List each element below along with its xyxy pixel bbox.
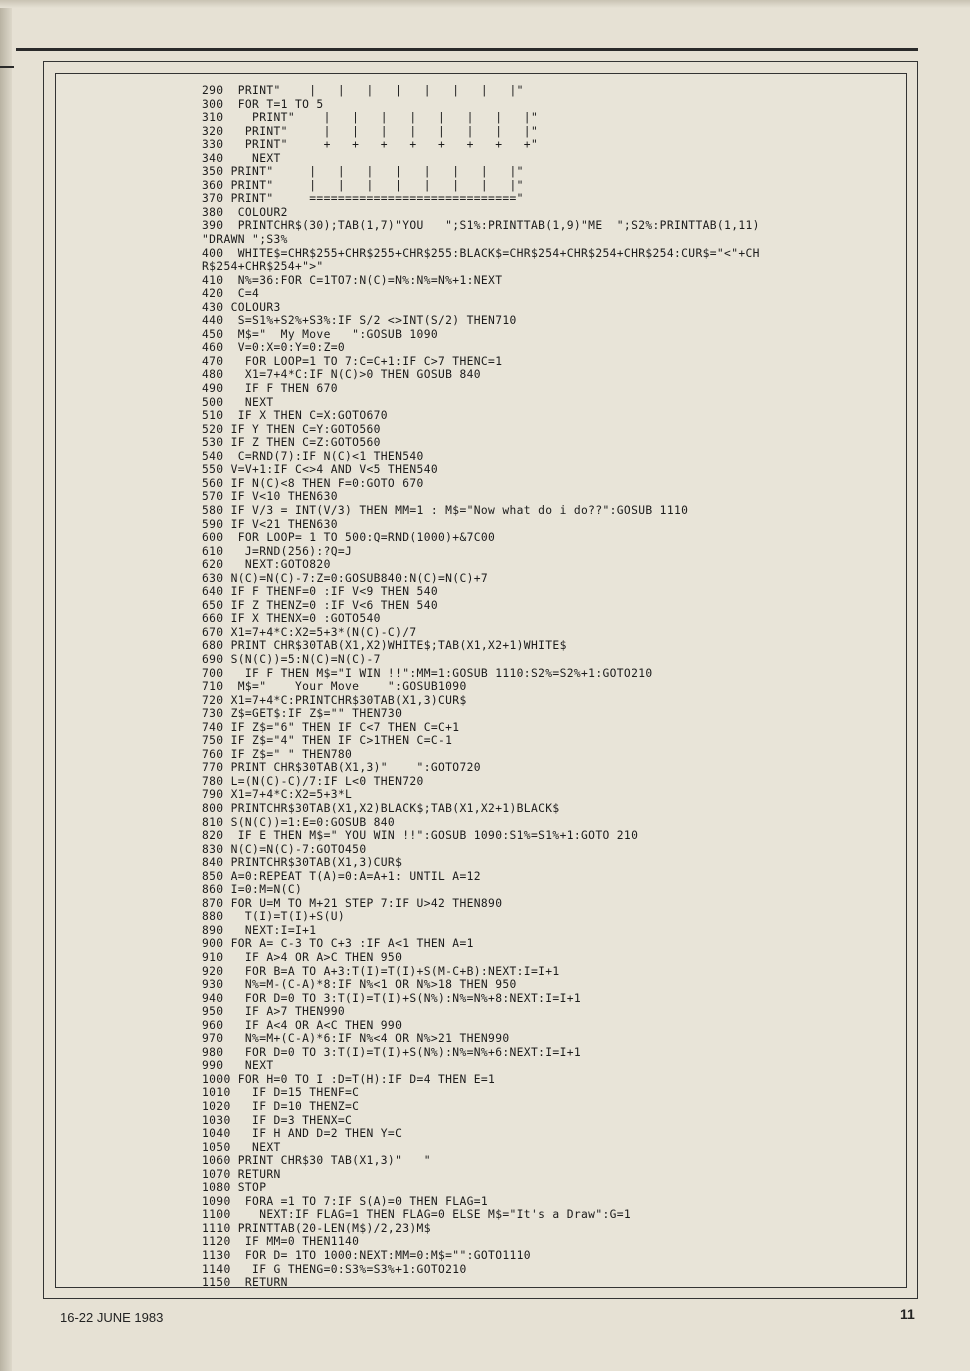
code-line: 860 I=0:M=N(C): [202, 883, 303, 897]
code-line: 600 FOR LOOP= 1 TO 500:Q=RND(1000)+&7C00: [202, 531, 496, 545]
code-line: 720 X1=7+4*C:PRINTCHR$30TAB(X1,3)CUR$: [202, 693, 467, 707]
code-line: 380 COLOUR2: [202, 205, 288, 219]
code-line: 970 N%=M+(C-A)*6:IF N%<4 OR N%>21 THEN990: [202, 1032, 510, 1046]
code-line: 1050 NEXT: [202, 1140, 281, 1154]
code-line: 820 IF E THEN M$=" YOU WIN !!":GOSUB 1090:S1%=S1%+1:GOTO 210: [202, 829, 639, 843]
code-line: 570 IF V<10 THEN630: [202, 490, 338, 504]
code-line: 360 PRINT" | | | | | | | |": [202, 178, 524, 192]
code-line: 660 IF X THENX=0 :GOTO540: [202, 612, 381, 626]
code-line: 1000 FOR H=0 TO I :D=T(H):IF D=4 THEN E=1: [202, 1072, 496, 1086]
code-line: 1140 IF G THENG=0:S3%=S3%+1:GOTO210: [202, 1262, 467, 1276]
page-number: 11: [900, 1306, 915, 1322]
code-line: 590 IF V<21 THEN630: [202, 517, 338, 531]
code-line: 940 FOR D=0 TO 3:T(I)=T(I)+S(N%):N%=N%+8:NEXT:I=I+1: [202, 991, 582, 1005]
code-line: 1100 NEXT:IF FLAG=1 THEN FLAG=0 ELSE M$="It's a Draw":G=1: [202, 1208, 632, 1222]
code-line: 480 X1=7+4*C:IF N(C)>0 THEN GOSUB 840: [202, 368, 481, 382]
code-line: 810 S(N(C))=1:E=0:GOSUB 840: [202, 815, 396, 829]
code-line: 490 IF F THEN 670: [202, 382, 338, 396]
code-line: 730 Z$=GET$:IF Z$="" THEN730: [202, 707, 403, 721]
code-line: 920 FOR B=A TO A+3:T(I)=T(I)+S(M-C+B):NEXT:I=I+1: [202, 964, 560, 978]
code-line: 1040 IF H AND D=2 THEN Y=C: [202, 1127, 403, 1141]
code-line: 530 IF Z THEN C=Z:GOTO560: [202, 436, 381, 450]
code-line: 750 IF Z$="4" THEN IF C>1THEN C=C-1: [202, 734, 453, 748]
code-line: 370 PRINT" =============================": [202, 192, 524, 206]
code-line: 1150 RETURN: [202, 1276, 288, 1290]
code-line: 540 C=RND(7):IF N(C)<1 THEN540: [202, 449, 424, 463]
code-line: 470 FOR LOOP=1 TO 7:C=C+1:IF C>7 THENC=1: [202, 354, 503, 368]
code-line: 890 NEXT:I=I+1: [202, 923, 317, 937]
code-line: 450 M$=" My Move ":GOSUB 1090: [202, 327, 438, 341]
code-line: 460 V=0:X=0:Y=0:Z=0: [202, 341, 346, 355]
code-line: 310 PRINT" | | | | | | | |": [202, 111, 539, 125]
code-line: 800 PRINTCHR$30TAB(X1,X2)BLACK$;TAB(X1,X2+1)BLACK$: [202, 801, 560, 815]
code-line: 1110 PRINTTAB(20-LEN(M$)/2,23)M$: [202, 1221, 431, 1235]
code-line: 1080 STOP: [202, 1181, 267, 1195]
code-line: 980 FOR D=0 TO 3:T(I)=T(I)+S(N%):N%=N%+6:NEXT:I=I+1: [202, 1045, 582, 1059]
code-line: 870 FOR U=M TO M+21 STEP 7:IF U>42 THEN890: [202, 896, 503, 910]
code-line: 670 X1=7+4*C:X2=5+3*(N(C)-C)/7: [202, 625, 417, 639]
code-line: 1090 FORA =1 TO 7:IF S(A)=0 THEN FLAG=1: [202, 1194, 489, 1208]
header-rule: [16, 48, 918, 51]
code-line: 930 N%=M-(C-A)*8:IF N%<1 OR N%>18 THEN 950: [202, 978, 517, 992]
code-line: 410 N%=36:FOR C=1TO7:N(C)=N%:N%=N%+1:NEXT: [202, 273, 503, 287]
code-line: 850 A=0:REPEAT T(A)=0:A=A+1: UNTIL A=12: [202, 869, 481, 883]
code-line: 560 IF N(C)<8 THEN F=0:GOTO 670: [202, 476, 424, 490]
code-line: 840 PRINTCHR$30TAB(X1,3)CUR$: [202, 856, 403, 870]
code-line: 550 V=V+1:IF C<>4 AND V<5 THEN540: [202, 463, 438, 477]
code-line: 1020 IF D=10 THENZ=C: [202, 1100, 360, 1114]
code-line: 690 S(N(C))=5:N(C)=N(C)-7: [202, 652, 381, 666]
code-line: 1060 PRINT CHR$30 TAB(X1,3)" ": [202, 1154, 431, 1168]
code-line: 790 X1=7+4*C:X2=5+3*L: [202, 788, 353, 802]
code-line: 830 N(C)=N(C)-7:GOTO450: [202, 842, 367, 856]
margin-rule: [0, 66, 14, 68]
code-line: "DRAWN ";S3%: [202, 233, 288, 247]
code-line: 340 NEXT: [202, 151, 281, 165]
code-line: 760 IF Z$=" " THEN780: [202, 747, 353, 761]
code-line: 770 PRINT CHR$30TAB(X1,3)" ":GOTO720: [202, 761, 481, 775]
code-line: 1070 RETURN: [202, 1167, 281, 1181]
code-line: 500 NEXT: [202, 395, 274, 409]
code-line: 630 N(C)=N(C)-7:Z=0:GOSUB840:N(C)=N(C)+7: [202, 571, 489, 585]
code-line: 440 S=S1%+S2%+S3%:IF S/2 <>INT(S/2) THEN710: [202, 314, 517, 328]
code-line: 1010 IF D=15 THENF=C: [202, 1086, 360, 1100]
code-line: 400 WHITE$=CHR$255+CHR$255+CHR$255:BLACK$=CHR$254+CHR$254+CHR$254:CUR$="<"+CH: [202, 246, 760, 260]
code-line: 950 IF A>7 THEN990: [202, 1005, 346, 1019]
code-line: 1120 IF MM=0 THEN1140: [202, 1235, 360, 1249]
code-line: 990 NEXT: [202, 1059, 274, 1073]
code-line: 610 J=RND(256):?Q=J: [202, 544, 353, 558]
code-line: 710 M$=" Your Move ":GOSUB1090: [202, 680, 467, 694]
code-line: 700 IF F THEN M$="I WIN !!":MM=1:GOSUB 1110:S2%=S2%+1:GOTO210: [202, 666, 653, 680]
code-line: 320 PRINT" | | | | | | | |": [202, 124, 539, 138]
code-line: 300 FOR T=1 TO 5: [202, 97, 324, 111]
code-line: 510 IF X THEN C=X:GOTO670: [202, 409, 388, 423]
code-line: 390 PRINTCHR$(30);TAB(1,7)"YOU ";S1%:PRINTTAB(1,9)"ME ";S2%:PRINTTAB(1,11): [202, 219, 760, 233]
code-line: 680 PRINT CHR$30TAB(X1,X2)WHITE$;TAB(X1,X2+1)WHITE$: [202, 639, 567, 653]
code-line: 350 PRINT" | | | | | | | |": [202, 165, 524, 179]
code-line: 1130 FOR D= 1TO 1000:NEXT:MM=0:M$="":GOTO1110: [202, 1249, 531, 1263]
code-line: 650 IF Z THENZ=0 :IF V<6 THEN 540: [202, 598, 438, 612]
top-strip: [0, 0, 970, 8]
program-listing: [202, 84, 892, 1290]
issue-date: 16-22 JUNE 1983: [60, 1310, 164, 1325]
code-line: 910 IF A>4 OR A>C THEN 950: [202, 951, 403, 964]
code-line: 430 COLOUR3: [202, 300, 281, 314]
code-line: 960 IF A<4 OR A<C THEN 990: [202, 1018, 403, 1032]
code-line: 740 IF Z$="6" THEN IF C<7 THEN C=C+1: [202, 720, 460, 734]
code-line: 520 IF Y THEN C=Y:GOTO560: [202, 422, 381, 436]
code-line: 1030 IF D=3 THENX=C: [202, 1113, 353, 1127]
code-line: 900 FOR A= C-3 TO C+3 :IF A<1 THEN A=1: [202, 937, 474, 951]
code-line: 580 IF V/3 = INT(V/3) THEN MM=1 : M$="Now what do i do??":GOSUB 1110: [202, 503, 689, 517]
code-line: 880 T(I)=T(I)+S(U): [202, 910, 346, 924]
code-line: 780 L=(N(C)-C)/7:IF L<0 THEN720: [202, 774, 424, 788]
page-edge: [0, 0, 12, 1371]
code-line: 330 PRINT" + + + + + + + +": [202, 138, 539, 152]
code-line: R$254+CHR$254+">": [202, 260, 324, 274]
code-line: 290 PRINT" | | | | | | | |": [202, 84, 524, 97]
code-line: 640 IF F THENF=0 :IF V<9 THEN 540: [202, 585, 438, 599]
code-line: 620 NEXT:GOTO820: [202, 558, 331, 572]
code-line: 420 C=4: [202, 287, 260, 301]
